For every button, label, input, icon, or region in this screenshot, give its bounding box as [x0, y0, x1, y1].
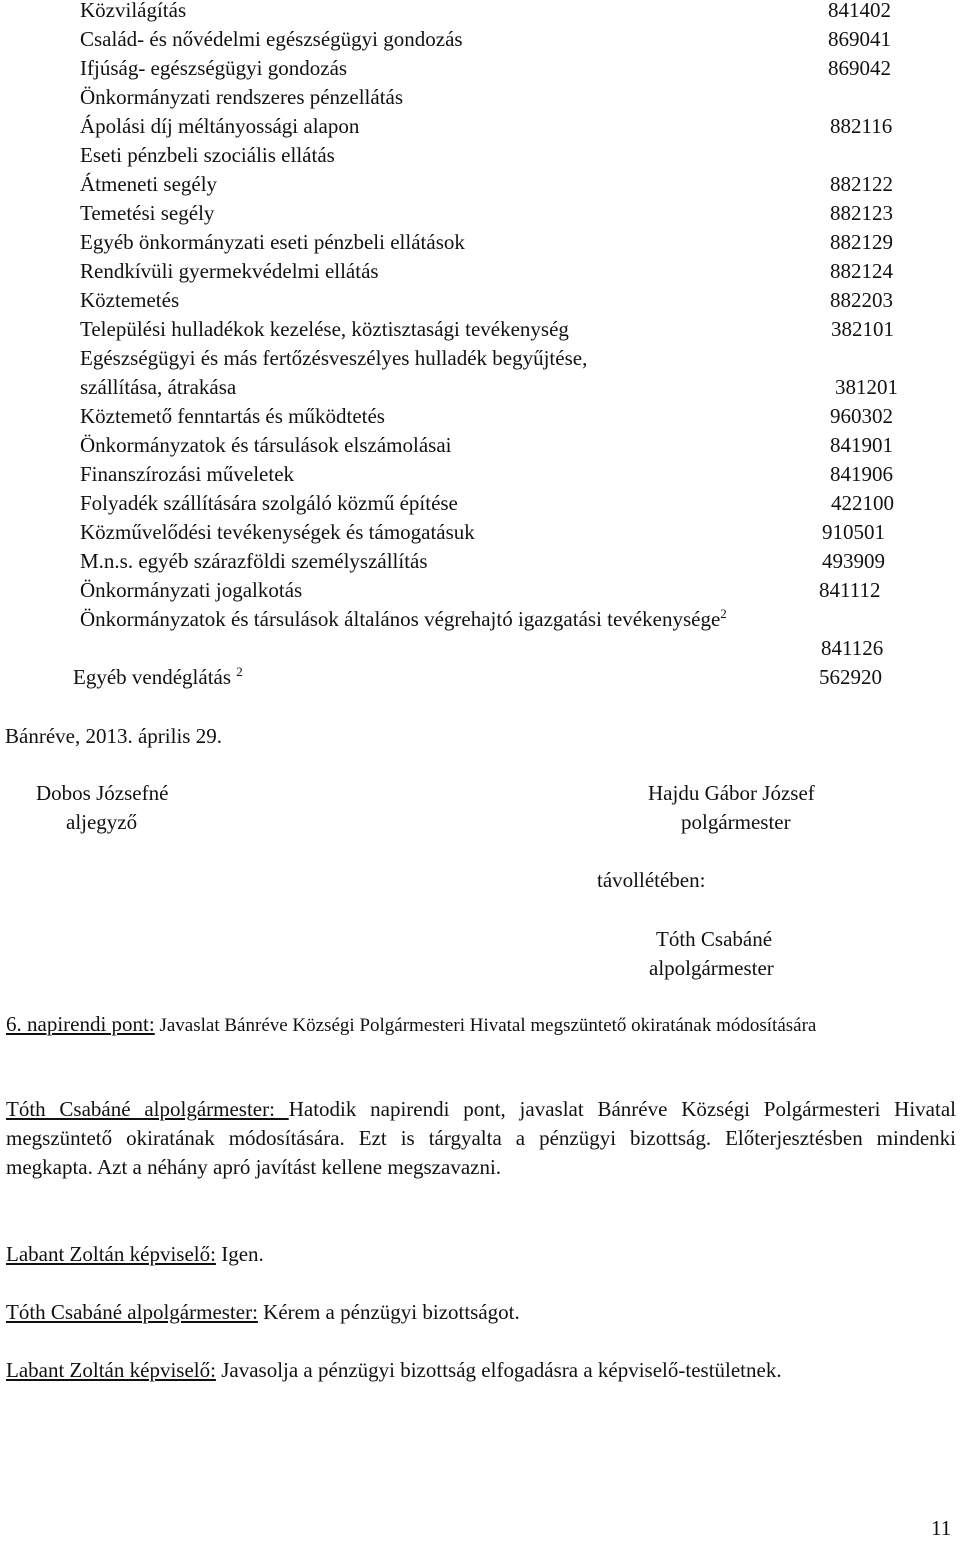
- activity-label: Eseti pénzbeli szociális ellátás: [80, 143, 335, 167]
- activity-code: 882116: [830, 114, 893, 138]
- activity-label: Család- és nővédelmi egészségügyi gondozás: [80, 27, 463, 51]
- agenda-text: Javaslat Bánréve Községi Polgármesteri Hivatal megszüntető okiratának módosítására: [154, 1015, 817, 1036]
- activity-code: 381201: [835, 375, 898, 399]
- dialogue-entry: [6, 1298, 956, 1327]
- activity-label: Önkormányzati rendszeres pénzellátás: [80, 85, 404, 109]
- activity-row: [80, 431, 910, 460]
- activity-row: [80, 286, 910, 315]
- activity-code: 841901: [830, 433, 893, 457]
- page-number: 11: [931, 1516, 952, 1540]
- activity-row: [80, 112, 910, 141]
- activity-row: [80, 518, 910, 547]
- activity-last-sup: 2: [236, 664, 243, 679]
- signature-left-title: aljegyző: [66, 810, 138, 834]
- activity-label: Egyéb önkormányzati eseti pénzbeli ellátások: [80, 230, 465, 254]
- activity-label: Egészségügyi és más fertőzésveszélyes hulladék begyűjtése,: [80, 346, 588, 370]
- activity-code: 841112: [819, 578, 881, 602]
- agenda-item: [6, 1010, 956, 1040]
- activity-label: Folyadék szállítására szolgáló közmű építése: [80, 491, 458, 515]
- signature-deputy-name: Tóth Csabáné: [656, 927, 773, 951]
- activity-last-label: [73, 663, 243, 692]
- activity-long-sup: 2: [720, 606, 727, 621]
- activity-row: [80, 83, 910, 112]
- dialogue-speaker: Tóth Csabáné alpolgármester:: [6, 1097, 289, 1121]
- activity-row: [80, 228, 910, 257]
- dialogue-text: Javasolja a pénzügyi bizottság elfogadásra a képviselő-testületnek.: [215, 1358, 782, 1382]
- dialogue-speaker: Labant Zoltán képviselő:: [6, 1242, 216, 1266]
- activity-code: 841906: [830, 462, 893, 486]
- activity-code: 422100: [831, 491, 894, 515]
- activity-code: 910501: [822, 520, 885, 544]
- dialogue-text: Igen.: [215, 1242, 264, 1266]
- activity-row: [80, 547, 910, 576]
- activity-last-code: 562920: [819, 665, 882, 689]
- signature-right-title: polgármester: [681, 810, 791, 834]
- activity-code: 882129: [830, 230, 893, 254]
- activity-row: [80, 402, 910, 431]
- activity-code: 960302: [830, 404, 893, 428]
- dialogue-text: Hatodik napirendi pont, javaslat Bánréve Községi Polgármesteri Hivatal megszüntető okiratának módosítására. Ezt is tárgyalta a pénzügyi bizottság. Előterjesztésben mindenki megkapta. Azt a néhány apró javítást kellene megszavazni.: [6, 1097, 956, 1179]
- activity-label: Átmeneti segély: [80, 172, 218, 196]
- activity-row: [80, 170, 910, 199]
- activity-row: [80, 315, 910, 344]
- activity-code: 841402: [828, 0, 891, 22]
- signature-absence: távollétében:: [597, 868, 706, 892]
- activity-label: Közvilágítás: [80, 0, 187, 22]
- activity-long-label: [80, 605, 727, 634]
- activity-label: Ifjúság- egészségügyi gondozás: [80, 56, 348, 80]
- activity-row: [80, 25, 910, 54]
- activity-row: [80, 0, 910, 25]
- dialogue-speaker: Tóth Csabáné alpolgármester:: [6, 1300, 258, 1324]
- dialogue-entry: [6, 1356, 956, 1385]
- activity-row: [80, 373, 910, 402]
- activity-row: [80, 54, 910, 83]
- activity-long-text: Önkormányzatok és társulások általános végrehajtó igazgatási tevékenysége: [80, 607, 721, 631]
- dialogue-speaker: Labant Zoltán képviselő:: [6, 1358, 216, 1382]
- activity-label: Önkormányzatok és társulások elszámolásai: [80, 433, 452, 457]
- dialogue-entry: [6, 1095, 956, 1182]
- activity-long-code: 841126: [821, 636, 884, 660]
- activity-label: M.n.s. egyéb szárazföldi személyszállítás: [80, 549, 428, 573]
- activity-row: [80, 576, 910, 605]
- agenda-label: 6. napirendi pont:: [6, 1012, 155, 1036]
- activity-row: [80, 257, 910, 286]
- signature-deputy-title: alpolgármester: [649, 956, 774, 980]
- activity-row: [80, 344, 910, 373]
- activity-row: [80, 141, 910, 170]
- activity-label: Közművelődési tevékenységek és támogatásuk: [80, 520, 475, 544]
- activity-row: [80, 199, 910, 228]
- date-line: Bánréve, 2013. április 29.: [5, 724, 222, 748]
- dialogue-text: Kérem a pénzügyi bizottságot.: [257, 1300, 520, 1324]
- activity-code: 869041: [828, 27, 891, 51]
- activity-row: [80, 460, 910, 489]
- activity-code: 382101: [831, 317, 894, 341]
- activity-code: 882124: [830, 259, 893, 283]
- activity-code: 869042: [828, 56, 891, 80]
- activity-code: 882122: [830, 172, 893, 196]
- activity-row: [80, 489, 910, 518]
- activity-label: Temetési segély: [80, 201, 215, 225]
- activity-label: Rendkívüli gyermekvédelmi ellátás: [80, 259, 379, 283]
- activity-label: Települési hulladékok kezelése, köztisztasági tevékenység: [80, 317, 569, 341]
- signature-left-name: Dobos Józsefné: [36, 781, 169, 805]
- activity-code: 882123: [830, 201, 893, 225]
- activity-label: Ápolási díj méltányossági alapon: [80, 114, 360, 138]
- activity-label: Finanszírozási műveletek: [80, 462, 295, 486]
- dialogue-entry: [6, 1240, 956, 1269]
- activity-code: 882203: [830, 288, 893, 312]
- activity-label: Köztemetés: [80, 288, 180, 312]
- activity-code: 493909: [822, 549, 885, 573]
- activity-last-text: Egyéb vendéglátás: [73, 665, 232, 689]
- activity-label: Önkormányzati jogalkotás: [80, 578, 303, 602]
- signature-right-name: Hajdu Gábor József: [648, 781, 815, 805]
- activity-label: Köztemető fenntartás és működtetés: [80, 404, 385, 428]
- activity-label: szállítása, átrakása: [80, 375, 237, 399]
